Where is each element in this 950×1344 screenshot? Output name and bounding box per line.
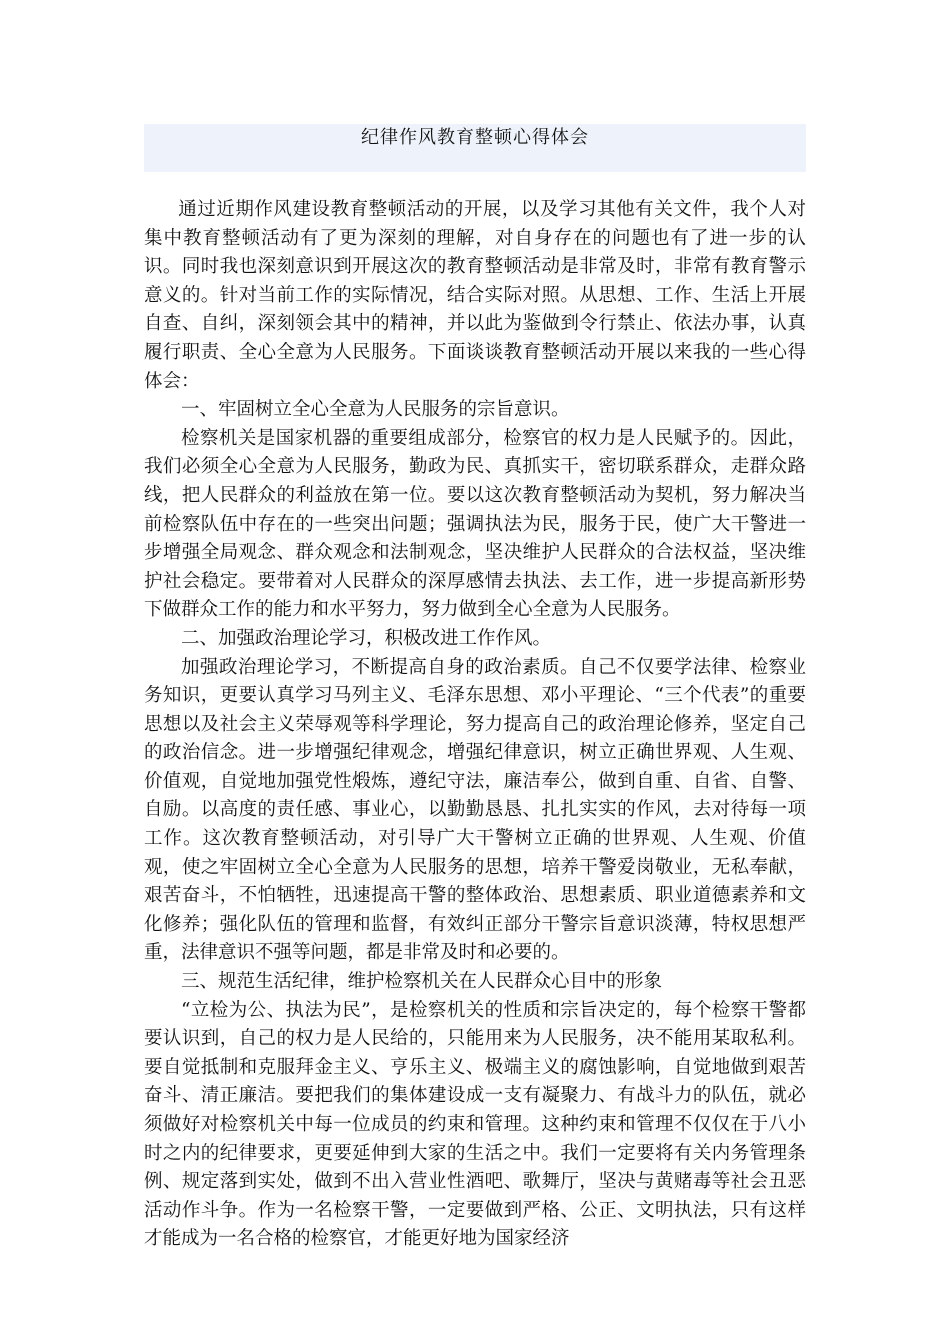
section-heading-1: 一、牢固树立全心全意为人民服务的宗旨意识。 bbox=[181, 399, 570, 421]
section-body-2: 加强政治理论学习，不断提高自身的政治素质。自己不仅要学法律、检察业务知识，更要认真学习马列主义、毛泽东思想、邓小平理论、“三个代表”的重要思想以及社会主义荣辱观等科学理论，努力提高自己的政治理论修养，坚定自己的政治信念。进一步增强纪律观念，增强纪律意识，树立正确世界观、人生观、价值观，自觉地加强党性煅炼，遵纪守法，廉洁奉公，做到自重、自省、自警、自励。以高度的责任感、事业心，以勤勤恳恳、扎扎实实的作风，去对待每一项工作。这次教育整顿活动，对引导广大干警树立正确的世界观、人生观、价值观，使之牢固树立全心全意为人民服务的思想，培养干警爱岗敬业，无私奉献，艰苦奋斗，不怕牺牲，迅速提高干警的整体政治、思想素质、职业道德素养和文化修养；强化队伍的管理和监督，有效纠正部分干警宗旨意识淡薄，特权思想严重，法律意识不强等问题，都是非常及时和必要的。 bbox=[144, 656, 806, 964]
section-body-3: “立检为公、执法为民”，是检察机关的性质和宗旨决定的，每个检察干警都要认识到，自己的权力是人民给的，只能用来为人民服务，决不能用某取私利。要自觉抵制和克服拜金主义、亨乐主义、极端主义的腐蚀影响，自觉地做到艰苦奋斗、清正廉洁。要把我们的集体建设成一支有凝聚力、有战斗力的队伍，就必须做好对检察机关中每一位成员的约束和管理。这种约束和管理不仅仅在于八小时之内的纪律要求，更要延伸到大家的生活之中。我们一定要将有关内务管理条例、规定落到实处，做到不出入营业性酒吧、歌舞厅，坚决与黄赌毒等社会丑恶活动作斗争。作为一名检察干警，一定要做到严格、公正、文明执法，只有这样才能成为一名合格的检察官，才能更好地为国家经济 bbox=[144, 999, 806, 1250]
document-title: 纪律作风教育整顿心得体会 bbox=[361, 127, 589, 148]
document-body bbox=[144, 196, 806, 1254]
section-body-1: 检察机关是国家机器的重要组成部分，检察官的权力是人民赋予的。因此，我们必须全心全意为人民服务，勤政为民、真抓实干，密切联系群众，走群众路线，把人民群众的利益放在第一位。要以这次教育整顿活动为契机，努力解决当前检察队伍中存在的一些突出问题；强调执法为民，服务于民，使广大干警进一步增强全局观念、群众观念和法制观念，坚决维护人民群众的合法权益，坚决维护社会稳定。要带着对人民群众的深厚感情去执法、去工作，进一步提高新形势下做群众工作的能力和水平努力，努力做到全心全意为人民服务。 bbox=[144, 427, 806, 621]
intro-paragraph: 通过近期作风建设教育整顿活动的开展，以及学习其他有关文件，我个人对集中教育整顿活动有了更为深刻的理解，对自身存在的问题也有了进一步的认识。同时我也深刻意识到开展这次的教育整顿活动是非常及时，非常有教育警示意义的。针对当前工作的实际情况，结合实际对照。从思想、工作、生活上开展自查、自纠，深刻领会其中的精神，并以此为鉴做到令行禁止、依法办事，认真履行职责、全心全意为人民服务。下面谈谈教育整顿活动开展以来我的一些心得体会： bbox=[144, 199, 806, 392]
section-heading-2: 二、加强政治理论学习，积极改进工作作风。 bbox=[181, 627, 552, 649]
section-heading-3: 三、规范生活纪律，维护检察机关在人民群众心目中的形象 bbox=[181, 971, 663, 993]
